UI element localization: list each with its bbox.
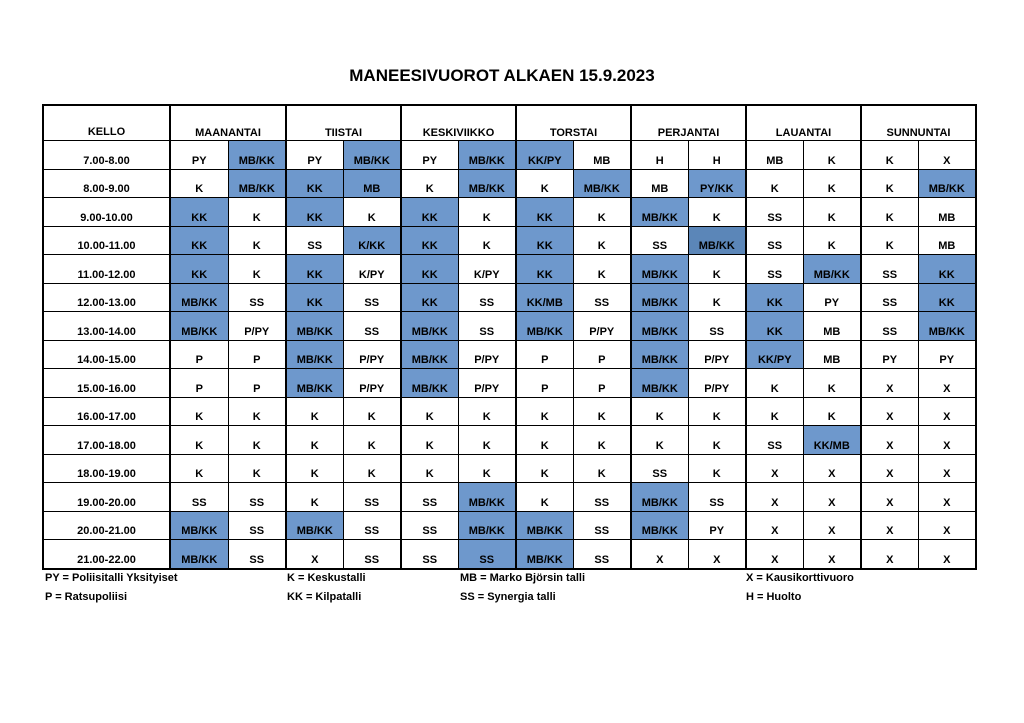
time-cell: 10.00-11.00 — [43, 226, 170, 255]
table-row — [43, 426, 976, 455]
slot-cell: PY/KK — [688, 169, 746, 198]
slot-cell: X — [688, 540, 746, 569]
legend-k: K = Keskustalli — [287, 572, 366, 584]
table-row — [43, 397, 976, 426]
slot-cell: PY — [861, 340, 918, 369]
header-day-torstai: TORSTAI — [516, 105, 631, 141]
slot-cell: X — [631, 540, 688, 569]
slot-cell: MB/KK — [631, 198, 688, 227]
table-row — [43, 255, 976, 284]
slot-cell: MB/KK — [803, 255, 861, 284]
slot-cell: MB/KK — [286, 340, 343, 369]
slot-cell: SS — [401, 540, 458, 569]
slot-cell: MB/KK — [516, 540, 573, 569]
time-cell: 20.00-21.00 — [43, 511, 170, 540]
slot-cell: K — [688, 426, 746, 455]
slot-cell: X — [803, 540, 861, 569]
slot-cell: KK — [286, 283, 343, 312]
slot-cell: SS — [343, 540, 401, 569]
slot-cell: MB/KK — [458, 511, 516, 540]
slot-cell: P — [170, 340, 228, 369]
slot-cell: K — [343, 426, 401, 455]
slot-cell: X — [803, 511, 861, 540]
slot-cell: MB/KK — [401, 312, 458, 341]
table-row — [43, 483, 976, 512]
slot-cell: KK — [401, 198, 458, 227]
slot-cell: K — [516, 397, 573, 426]
slot-cell: MB/KK — [573, 169, 631, 198]
legend-p: P = Ratsupoliisi — [45, 591, 128, 603]
slot-cell: K — [631, 397, 688, 426]
slot-cell: K — [861, 226, 918, 255]
slot-cell: PY — [170, 141, 228, 170]
slot-cell: X — [861, 483, 918, 512]
slot-cell: MB/KK — [516, 511, 573, 540]
slot-cell: H — [631, 141, 688, 170]
slot-cell: MB/KK — [631, 511, 688, 540]
slot-cell: SS — [746, 255, 803, 284]
slot-cell: SS — [458, 312, 516, 341]
slot-cell: KK — [401, 255, 458, 284]
slot-cell: KK — [401, 283, 458, 312]
slot-cell: K — [573, 226, 631, 255]
slot-cell: MB/KK — [401, 340, 458, 369]
slot-cell: P — [573, 340, 631, 369]
slot-cell: X — [746, 454, 803, 483]
slot-cell: K — [401, 397, 458, 426]
slot-cell: K — [286, 426, 343, 455]
slot-cell: KK — [170, 198, 228, 227]
slot-cell: P — [170, 369, 228, 398]
slot-cell: SS — [458, 540, 516, 569]
slot-cell: MB/KK — [228, 141, 286, 170]
slot-cell: P/PY — [343, 369, 401, 398]
time-cell: 16.00-17.00 — [43, 397, 170, 426]
slot-cell: MB/KK — [170, 540, 228, 569]
slot-cell: X — [918, 426, 976, 455]
slot-cell: K/PY — [343, 255, 401, 284]
slot-cell: MB/KK — [631, 283, 688, 312]
slot-cell: KK — [170, 226, 228, 255]
slot-cell: K — [516, 454, 573, 483]
slot-cell: H — [688, 141, 746, 170]
slot-cell: X — [918, 141, 976, 170]
slot-cell: MB/KK — [170, 283, 228, 312]
slot-cell: K — [343, 198, 401, 227]
time-cell: 13.00-14.00 — [43, 312, 170, 341]
slot-cell: SS — [401, 511, 458, 540]
slot-cell: MB/KK — [170, 312, 228, 341]
table-row — [43, 511, 976, 540]
slot-cell: X — [918, 540, 976, 569]
slot-cell: K/PY — [458, 255, 516, 284]
slot-cell: MB/KK — [631, 312, 688, 341]
slot-cell: K — [803, 198, 861, 227]
slot-cell: MB/KK — [688, 226, 746, 255]
slot-cell: K — [401, 454, 458, 483]
slot-cell: MB/KK — [631, 255, 688, 284]
slot-cell: X — [918, 483, 976, 512]
slot-cell: PY — [688, 511, 746, 540]
slot-cell: SS — [228, 540, 286, 569]
slot-cell: MB/KK — [170, 511, 228, 540]
slot-cell: X — [918, 369, 976, 398]
slot-cell: K — [458, 226, 516, 255]
slot-cell: X — [861, 397, 918, 426]
slot-cell: MB/KK — [286, 511, 343, 540]
slot-cell: MB/KK — [286, 369, 343, 398]
slot-cell: KK — [746, 312, 803, 341]
slot-cell: K — [746, 397, 803, 426]
header-day-tiistai: TIISTAI — [286, 105, 401, 141]
slot-cell: K — [458, 198, 516, 227]
slot-cell: X — [746, 483, 803, 512]
slot-cell: MB/KK — [631, 369, 688, 398]
slot-cell: MB/KK — [286, 312, 343, 341]
slot-cell: KK/MB — [803, 426, 861, 455]
slot-cell: KK — [918, 283, 976, 312]
slot-cell: MB/KK — [458, 483, 516, 512]
header-day-keskiviikko: KESKIVIIKKO — [401, 105, 516, 141]
slot-cell: P/PY — [343, 340, 401, 369]
slot-cell: K — [861, 141, 918, 170]
slot-cell: K — [170, 454, 228, 483]
slot-cell: SS — [573, 511, 631, 540]
slot-cell: P — [228, 369, 286, 398]
slot-cell: PY — [803, 283, 861, 312]
slot-cell: KK — [746, 283, 803, 312]
slot-cell: KK — [516, 226, 573, 255]
page-title: MANEESIVUOROT ALKAEN 15.9.2023 — [349, 66, 655, 85]
table-row — [43, 340, 976, 369]
slot-cell: X — [861, 369, 918, 398]
slot-cell: SS — [861, 312, 918, 341]
slot-cell: P — [516, 340, 573, 369]
slot-cell: X — [918, 454, 976, 483]
table-row — [43, 283, 976, 312]
slot-cell: PY — [401, 141, 458, 170]
slot-cell: SS — [746, 198, 803, 227]
slot-cell: MB/KK — [228, 169, 286, 198]
header-day-perjantai: PERJANTAI — [631, 105, 746, 141]
slot-cell: X — [746, 540, 803, 569]
slot-cell: X — [861, 511, 918, 540]
slot-cell: P — [228, 340, 286, 369]
slot-cell: P/PY — [458, 369, 516, 398]
slot-cell: X — [746, 511, 803, 540]
slot-cell: K/KK — [343, 226, 401, 255]
slot-cell: SS — [746, 426, 803, 455]
time-cell: 8.00-9.00 — [43, 169, 170, 198]
slot-cell: P/PY — [458, 340, 516, 369]
slot-cell: MB — [918, 198, 976, 227]
slot-cell: MB/KK — [918, 169, 976, 198]
slot-cell: MB/KK — [631, 340, 688, 369]
slot-cell: SS — [688, 312, 746, 341]
slot-cell: KK — [286, 198, 343, 227]
slot-cell: K — [688, 454, 746, 483]
table-row — [43, 226, 976, 255]
slot-cell: X — [803, 483, 861, 512]
legend-py: PY = Poliisitalli Yksityiset — [45, 572, 178, 584]
slot-cell: X — [861, 426, 918, 455]
table-row — [43, 198, 976, 227]
slot-cell: X — [803, 454, 861, 483]
slot-cell: MB/KK — [458, 141, 516, 170]
slot-cell: K — [803, 397, 861, 426]
legend-kk: KK = Kilpatalli — [287, 591, 362, 603]
slot-cell: K — [228, 426, 286, 455]
slot-cell: K — [458, 426, 516, 455]
slot-cell: SS — [343, 483, 401, 512]
slot-cell: MB/KK — [516, 312, 573, 341]
slot-cell: KK/PY — [516, 141, 573, 170]
slot-cell: KK — [516, 198, 573, 227]
slot-cell: KK — [286, 169, 343, 198]
slot-cell: K — [228, 198, 286, 227]
slot-cell: P/PY — [228, 312, 286, 341]
slot-cell: K — [803, 141, 861, 170]
slot-cell: K — [286, 397, 343, 426]
slot-cell: X — [918, 397, 976, 426]
slot-cell: K — [458, 454, 516, 483]
slot-cell: SS — [861, 283, 918, 312]
header-row — [43, 105, 976, 141]
table-row — [43, 369, 976, 398]
slot-cell: K — [516, 483, 573, 512]
legend-ss: SS = Synergia talli — [460, 591, 556, 603]
slot-cell: P/PY — [688, 340, 746, 369]
time-cell: 21.00-22.00 — [43, 540, 170, 569]
table-row — [43, 141, 976, 170]
slot-cell: K — [631, 426, 688, 455]
slot-cell: X — [861, 454, 918, 483]
slot-cell: K — [170, 397, 228, 426]
slot-cell: SS — [573, 540, 631, 569]
slot-cell: KK/PY — [746, 340, 803, 369]
slot-cell: K — [573, 255, 631, 284]
slot-cell: K — [688, 255, 746, 284]
slot-cell: SS — [228, 283, 286, 312]
slot-cell: K — [228, 226, 286, 255]
slot-cell: K — [803, 169, 861, 198]
slot-cell: KK — [401, 226, 458, 255]
slot-cell: SS — [746, 226, 803, 255]
slot-cell: K — [746, 369, 803, 398]
slot-cell: MB/KK — [918, 312, 976, 341]
slot-cell: KK — [170, 255, 228, 284]
slot-cell: K — [516, 426, 573, 455]
slot-cell: K — [803, 369, 861, 398]
slot-cell: SS — [573, 283, 631, 312]
time-cell: 15.00-16.00 — [43, 369, 170, 398]
slot-cell: SS — [861, 255, 918, 284]
slot-cell: P/PY — [688, 369, 746, 398]
slot-cell: K — [573, 454, 631, 483]
slot-cell: SS — [631, 226, 688, 255]
slot-cell: K — [286, 483, 343, 512]
legend-mb: MB = Marko Björsin talli — [460, 572, 585, 584]
slot-cell: X — [918, 511, 976, 540]
slot-cell: SS — [228, 483, 286, 512]
header-kello: KELLO — [43, 105, 170, 141]
slot-cell: KK — [286, 255, 343, 284]
slot-cell: MB — [918, 226, 976, 255]
slot-cell: SS — [458, 283, 516, 312]
slot-cell: P — [516, 369, 573, 398]
slot-cell: K — [228, 255, 286, 284]
slot-cell: P/PY — [573, 312, 631, 341]
slot-cell: MB — [803, 340, 861, 369]
slot-cell: K — [286, 454, 343, 483]
time-cell: 9.00-10.00 — [43, 198, 170, 227]
slot-cell: KK/MB — [516, 283, 573, 312]
slot-cell: K — [688, 198, 746, 227]
slot-cell: SS — [631, 454, 688, 483]
slot-cell: SS — [170, 483, 228, 512]
time-cell: 7.00-8.00 — [43, 141, 170, 170]
slot-cell: MB/KK — [631, 483, 688, 512]
slot-cell: MB/KK — [401, 369, 458, 398]
slot-cell: SS — [343, 312, 401, 341]
slot-cell: K — [458, 397, 516, 426]
table-row — [43, 169, 976, 198]
slot-cell: K — [343, 397, 401, 426]
legend-x: X = Kausikorttivuoro — [746, 572, 854, 584]
slot-cell: K — [861, 169, 918, 198]
slot-cell: MB/KK — [343, 141, 401, 170]
slot-cell: K — [228, 397, 286, 426]
slot-cell: SS — [343, 511, 401, 540]
slot-cell: SS — [286, 226, 343, 255]
slot-cell: MB — [573, 141, 631, 170]
time-cell: 17.00-18.00 — [43, 426, 170, 455]
slot-cell: PY — [918, 340, 976, 369]
slot-cell: K — [803, 226, 861, 255]
slot-cell: K — [573, 198, 631, 227]
time-cell: 19.00-20.00 — [43, 483, 170, 512]
slot-cell: SS — [343, 283, 401, 312]
slot-cell: SS — [228, 511, 286, 540]
slot-cell: K — [861, 198, 918, 227]
header-day-sunnuntai: SUNNUNTAI — [861, 105, 976, 141]
slot-cell: K — [746, 169, 803, 198]
slot-cell: K — [688, 397, 746, 426]
time-cell: 11.00-12.00 — [43, 255, 170, 284]
slot-cell: P — [573, 369, 631, 398]
table-row — [43, 454, 976, 483]
slot-cell: K — [343, 454, 401, 483]
time-cell: 12.00-13.00 — [43, 283, 170, 312]
header-day-maanantai: MAANANTAI — [170, 105, 286, 141]
time-cell: 18.00-19.00 — [43, 454, 170, 483]
slot-cell: K — [170, 169, 228, 198]
slot-cell: X — [286, 540, 343, 569]
slot-cell: SS — [573, 483, 631, 512]
slot-cell: MB/KK — [458, 169, 516, 198]
slot-cell: MB — [631, 169, 688, 198]
slot-cell: K — [573, 397, 631, 426]
slot-cell: K — [401, 169, 458, 198]
slot-cell: KK — [516, 255, 573, 284]
slot-cell: PY — [286, 141, 343, 170]
slot-cell: SS — [688, 483, 746, 512]
slot-cell: K — [688, 283, 746, 312]
slot-cell: K — [401, 426, 458, 455]
table-row — [43, 540, 976, 569]
slot-cell: X — [861, 540, 918, 569]
slot-cell: K — [228, 454, 286, 483]
slot-cell: MB — [746, 141, 803, 170]
slot-cell: K — [573, 426, 631, 455]
slot-cell: MB — [343, 169, 401, 198]
time-cell: 14.00-15.00 — [43, 340, 170, 369]
slot-cell: KK — [918, 255, 976, 284]
slot-cell: MB — [803, 312, 861, 341]
table-row — [43, 312, 976, 341]
slot-cell: K — [516, 169, 573, 198]
schedule-table — [42, 104, 977, 570]
slot-cell: K — [170, 426, 228, 455]
legend-h: H = Huolto — [746, 591, 802, 603]
header-day-lauantai: LAUANTAI — [746, 105, 861, 141]
slot-cell: SS — [401, 483, 458, 512]
